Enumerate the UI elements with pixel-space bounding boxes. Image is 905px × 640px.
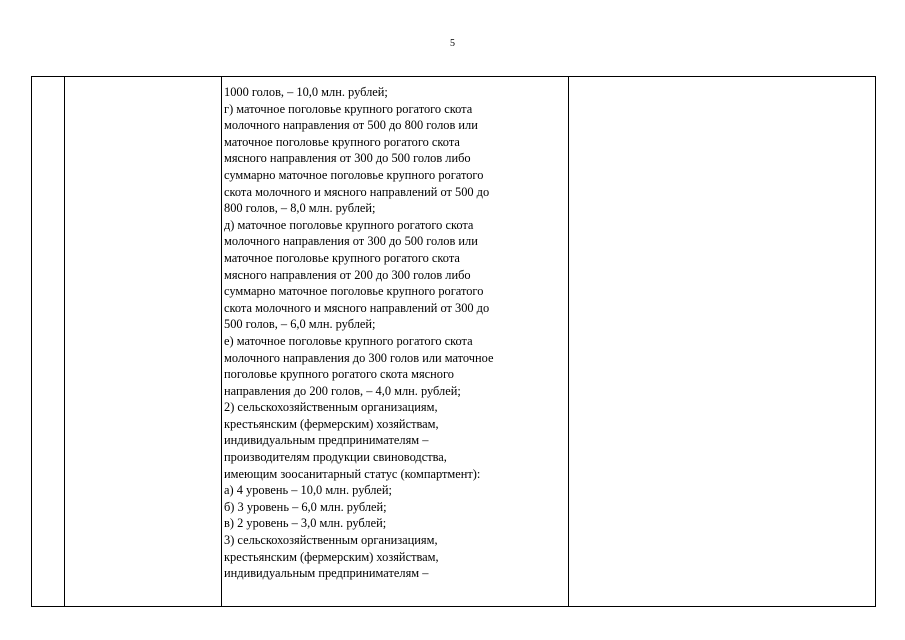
text-line: мясного направления от 200 до 300 голов либо bbox=[224, 267, 471, 282]
text-line: скота молочного и мясного направлений от 300 до bbox=[224, 300, 490, 315]
text-line: в) 2 уровень – 3,0 млн. рублей; bbox=[224, 516, 387, 531]
text-line: индивидуальным предпринимателям – bbox=[224, 433, 429, 448]
text-line: 500 голов, – 6,0 млн. рублей; bbox=[224, 317, 376, 332]
text-line: молочного направления до 300 голов или маточное bbox=[224, 350, 494, 365]
text-line: 2) сельскохозяйственным организациям, bbox=[224, 400, 438, 415]
column-divider bbox=[221, 77, 222, 606]
text-line: крестьянским (фермерским) хозяйствам, bbox=[224, 416, 439, 431]
text-line: индивидуальным предпринимателям – bbox=[224, 566, 429, 581]
text-line: б) 3 уровень – 6,0 млн. рублей; bbox=[224, 499, 387, 514]
text-line: крестьянским (фермерским) хозяйствам, bbox=[224, 549, 439, 564]
column-divider bbox=[568, 77, 569, 606]
text-line: молочного направления от 300 до 500 голов или bbox=[224, 234, 478, 249]
text-line: производителям продукции свиноводства, bbox=[224, 450, 447, 465]
text-line: 3) сельскохозяйственным организациям, bbox=[224, 533, 438, 548]
text-line: направления до 200 голов, – 4,0 млн. рублей; bbox=[224, 383, 461, 398]
text-line: 800 голов, – 8,0 млн. рублей; bbox=[224, 201, 376, 216]
text-line: а) 4 уровень – 10,0 млн. рублей; bbox=[224, 483, 392, 498]
text-line: поголовье крупного рогатого скота мясного bbox=[224, 367, 454, 382]
text-line: маточное поголовье крупного рогатого скота bbox=[224, 134, 460, 149]
table-cell-content bbox=[224, 84, 564, 582]
text-line: д) маточное поголовье крупного рогатого скота bbox=[224, 217, 474, 232]
text-line: маточное поголовье крупного рогатого скота bbox=[224, 250, 460, 265]
document-table bbox=[31, 76, 876, 607]
text-line: имеющим зоосанитарный статус (компартмент): bbox=[224, 466, 481, 481]
text-line: г) маточное поголовье крупного рогатого скота bbox=[224, 101, 473, 116]
column-divider bbox=[64, 77, 65, 606]
text-line: скота молочного и мясного направлений от 500 до bbox=[224, 184, 490, 199]
text-line: суммарно маточное поголовье крупного рогатого bbox=[224, 167, 484, 182]
text-line: е) маточное поголовье крупного рогатого скота bbox=[224, 333, 473, 348]
text-line: мясного направления от 300 до 500 голов либо bbox=[224, 151, 471, 166]
page-number: 5 bbox=[450, 38, 455, 49]
text-line: 1000 голов, – 10,0 млн. рублей; bbox=[224, 85, 388, 99]
text-line: суммарно маточное поголовье крупного рогатого bbox=[224, 284, 484, 299]
text-line: молочного направления от 500 до 800 голов или bbox=[224, 118, 478, 133]
